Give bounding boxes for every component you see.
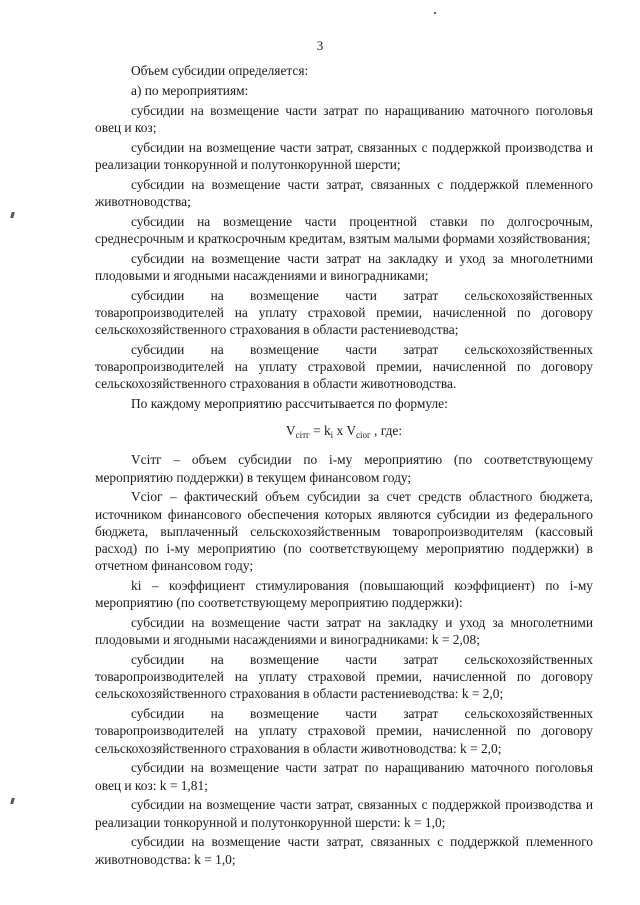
paragraph: а) по мероприятиям: (131, 82, 249, 98)
scan-mark (434, 12, 437, 14)
definition: Vciтг – объем субсидии по i-му мероприятию (по соответствующему мероприятию поддержки) в текущем финансовом году; (95, 452, 593, 485)
formula-coefficient-subscript: i (330, 430, 334, 441)
coefficient-item: субсидии на возмещение части затрат сельскохозяйственных товаропроизводителей на уплату страховой премии, начисленной по договору сельскохозяйственного страхования в области растениеводства: k = 2,0; (95, 652, 593, 702)
paragraph: Объем субсидии определяется: (131, 63, 309, 78)
coefficient-item: субсидии на возмещение части затрат сельскохозяйственных товаропроизводителей на уплату страховой премии, начисленной по договору сельскохозяйственного страхования в области животноводства: k = 2,0; (95, 706, 593, 756)
paragraph: субсидии на возмещение части затрат на закладку и уход за многолетними плодовыми и ягодными насаждениями и виноградниками; (95, 250, 593, 283)
formula-coefficient: k (323, 423, 331, 439)
formula-tail: , где: (370, 423, 403, 439)
paragraph: субсидии на возмещение части затрат, связанных с поддержкой племенного животноводства; (95, 176, 593, 209)
scan-mark (10, 212, 15, 218)
definition: ki – коэффициент стимулирования (повышающий коэффициент) по i-му мероприятию (по соответствующему мероприятию поддержки): (95, 578, 593, 611)
formula-rhs: V (346, 423, 357, 439)
page-number: 3 (316, 38, 324, 53)
paragraph: субсидии на возмещение части затрат сельскохозяйственных товаропроизводителей на уплату страховой премии, начисленной по договору сельскохозяйственного страхования в области растениеводства; (95, 287, 593, 337)
coefficient-item: субсидии на возмещение части затрат по наращиванию маточного поголовья овец и коз: k = 1,81; (95, 760, 593, 793)
paragraph: субсидии на возмещение части затрат сельскохозяйственных товаропроизводителей на уплату страховой премии, начисленной по договору сельскохозяйственного страхования в области животноводства. (95, 341, 593, 392)
paragraph: субсидии на возмещение части затрат по наращиванию маточного поголовья овец и коз; (95, 102, 593, 135)
paragraph: По каждому мероприятию рассчитывается по формуле: (131, 396, 448, 411)
formula-lhs: V (285, 423, 296, 439)
coefficient-item: субсидии на возмещение части затрат, связанных с поддержкой производства и реализации тонкорунной и полутонкорунной шерсти: k = 1,0; (95, 797, 593, 830)
paragraph: субсидии на возмещение части процентной ставки по долгосрочным, среднесрочным и краткосрочным кредитам, взятым малыми формами хозяйствования; (95, 213, 593, 246)
paragraph: субсидии на возмещение части затрат, связанных с поддержкой производства и реализации тонкорунной и полутонкорунной шерсти; (95, 139, 593, 172)
definition: Vciог – фактический объем субсидии за счет средств областного бюджета, источником финансового обеспечения которых являются субсидии из федерального бюджета, выплаченный сельскохозяйственным товаропроизводителям (кассовый расход) по i-му мероприятию (по соответствующему мероприятию поддержки) в отчетном финансовом году; (95, 489, 593, 574)
formula-times: x (333, 423, 347, 439)
coefficient-item: субсидии на возмещение части затрат на закладку и уход за многолетними плодовыми и ягодными насаждениями и виноградниками: k = 2,08; (95, 615, 593, 648)
scan-mark (10, 798, 15, 804)
subsidy-formula (95, 422, 593, 439)
formula-lhs-subscript: ciтг (295, 430, 310, 441)
document-body (95, 62, 593, 870)
formula-equals: = (309, 423, 324, 439)
formula-rhs-subscript: ciог (356, 430, 371, 441)
coefficient-item: субсидии на возмещение части затрат, связанных с поддержкой племенного животноводства: k = 1,0; (95, 834, 593, 867)
